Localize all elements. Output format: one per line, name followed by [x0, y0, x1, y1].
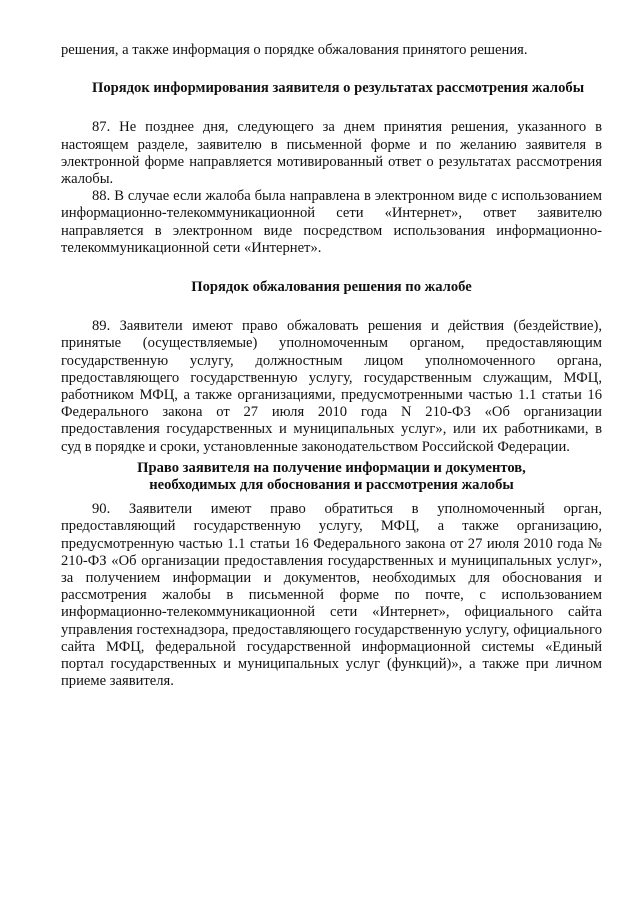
spacer	[61, 97, 602, 119]
spacer	[61, 494, 602, 501]
paragraph-90: 90. Заявители имеют право обратиться в уполномоченный орган, предоставляющий государственную услугу, МФЦ, а также организацию, предусмотренную частью 1.1 статьи 16 Федерального закона от 27 июля 2010 года № 210-ФЗ «Об организации предоставления государственных и муниципальных услуг», за получением информации и документов, необходимых для обоснования и рассмотрения жалобы в письменной форме по почте, с использованием информационно-телекоммуникационной сети «Интернет», официального сайта управления гостехнадзора, предоставляющего государственную услугу, официального сайта МФЦ, федеральной государственной информационной системы «Единый портал государственных и муниципальных услуг (функций)», а также при личном приеме заявителя.	[61, 501, 602, 690]
section-heading-information-right	[61, 460, 602, 494]
heading-line: необходимых для обоснования и рассмотрения жалобы	[149, 477, 514, 494]
lead-paragraph: решения, а также информация о порядке обжалования принятого решения.	[61, 42, 528, 58]
spacer	[61, 296, 602, 318]
section-heading-appeal: Порядок обжалования решения по жалобе	[191, 279, 472, 296]
spacer	[61, 59, 602, 80]
paragraph-88: 88. В случае если жалоба была направлена в электронном виде с использованием информационно-телекоммуникационной сети «Интернет», ответ заявителю направляется в электронном виде посредством использования информационно-телекоммуникационной сети «Интернет».	[61, 188, 602, 256]
section-heading-informing: Порядок информирования заявителя о результатах рассмотрения жалобы	[92, 80, 585, 97]
spacer	[61, 257, 602, 279]
paragraph-87: 87. Не позднее дня, следующего за днем принятия решения, указанного в настоящем разделе, заявителю в письменной форме и по желанию заявителя в электронной форме направляется мотивированный ответ о результатах рассмотрения жалобы.	[61, 119, 602, 188]
document-body	[61, 42, 602, 691]
heading-line: Право заявителя на получение информации и документов,	[137, 459, 526, 476]
paragraph-89: 89. Заявители имеют право обжаловать решения и действия (бездействие), принятые (осуществляемые) уполномоченным органом, предоставляющим государственную услугу, должностным лицом уполномоченного органа, предоставляющего государственную услугу, государственным служащим, МФЦ, работником МФЦ, а также организациями, предусмотренными частью 1.1 статьи 16 Федерального закона от 27 июля 2010 года N 210-ФЗ «Об организации предоставления государственных и муниципальных услуг», или их работниками, в суд в порядке и сроки, установленные законодательством Российской Федерации.	[61, 318, 602, 455]
